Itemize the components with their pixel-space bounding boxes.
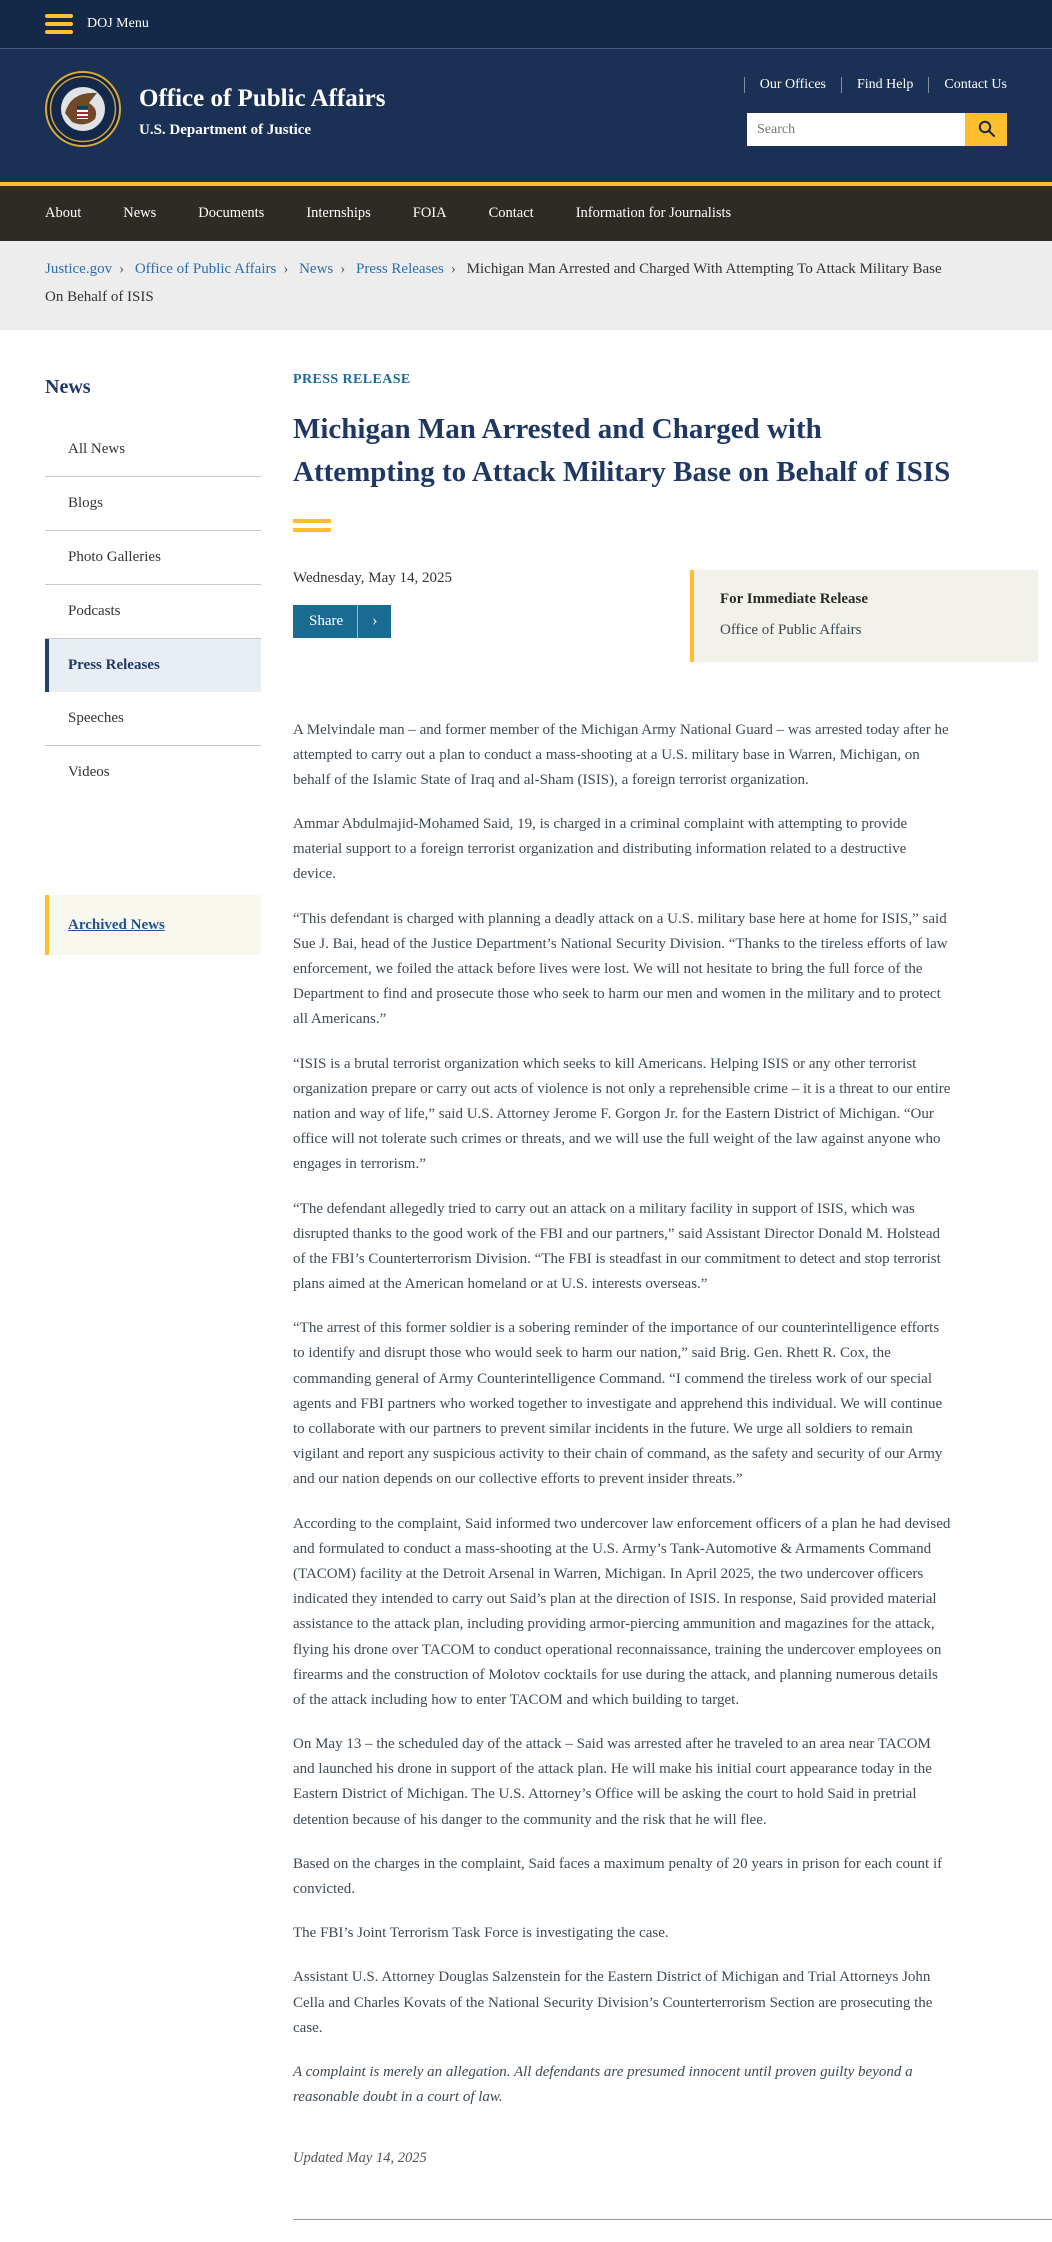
header-quick-link[interactable]: Our Offices (744, 77, 841, 93)
nav-item[interactable]: News (123, 205, 157, 221)
breadcrumb-separator-icon: › (450, 261, 456, 277)
nav-item[interactable]: Internships (306, 205, 371, 221)
nav-item[interactable]: About (45, 205, 82, 221)
share-chevron-icon: › (372, 612, 378, 629)
article-body (293, 718, 951, 2168)
body-paragraph: “The defendant allegedly tried to carry out an attack on a military facility in support of ISIS, which was disrupted thanks to the good work of the FBI and our partners,” said Assistant Director Donald M. Holstead of the FBI’s Counterterrorism Division. “The FBI is steadfast in our commitment to detect and stop terrorist plans aimed at the American homeland or at U.S. interests overseas.” (293, 1200, 941, 1293)
sidebar-item (45, 423, 261, 477)
release-date: Wednesday, May 14, 2025 (293, 569, 453, 586)
body-paragraph: Assistant U.S. Attorney Douglas Salzenstein for the Eastern District of Michigan and Trial Attorneys John Cella and Charles Kovats of the National Security Division’s Counterterrorism Section are prosecuting the case. (293, 1969, 933, 2036)
body-paragraph: “This defendant is charged with planning a deadly attack on a U.S. military base here at home for ISIS,” said Sue J. Bai, head of the Justice Department’s National Security Division. “Thanks to the tireless efforts of law enforcement, we foiled the attack before lives were lost. We will not hesitate to bring the full force of the Department to find and prosecute those who seek to harm our men and women in the military and to protect all Americans.” (293, 910, 948, 1028)
search-button[interactable] (965, 113, 1007, 146)
press-release-article (293, 372, 1038, 2168)
archived-news-box (45, 895, 261, 955)
updated-date: Updated May 14, 2025 (293, 2150, 427, 2167)
department-title: U.S. Department of Justice (139, 122, 312, 138)
breadcrumb-separator-icon: › (283, 261, 289, 277)
share-button[interactable] (293, 605, 391, 638)
press-release-kicker: PRESS RELEASE (293, 371, 411, 387)
body-paragraph: Ammar Abdulmajid-Mohamed Said, 19, is charged in a criminal complaint with attempting to provide material support to a foreign terrorist organization and distributing information related to a destructive device. (293, 816, 908, 883)
sidebar-item-link[interactable]: Press Releases (68, 656, 160, 673)
doj-utility-bar (0, 0, 1052, 49)
sidebar-list (45, 423, 261, 799)
header-quick-link[interactable]: Contact Us (928, 77, 1007, 93)
search-bar (747, 113, 1007, 146)
site-header (0, 49, 1052, 182)
nav-item[interactable]: Contact (488, 205, 534, 221)
body-paragraph: The FBI’s Joint Terrorism Task Force is investigating the case. (293, 1925, 669, 1942)
immediate-release-box (690, 570, 1038, 662)
nav-item[interactable]: Documents (198, 205, 265, 221)
sidebar-item (45, 585, 261, 639)
breadcrumb-separator-icon: › (340, 261, 346, 277)
breadcrumb-link[interactable]: Justice.gov (45, 261, 113, 277)
breadcrumb-separator-icon: › (119, 261, 125, 277)
sidebar-item (45, 692, 261, 746)
article-paragraphs (293, 718, 951, 2041)
page-title: Michigan Man Arrested and Charged with Attempting to Attack Military Base on Behalf of ISIS (293, 412, 951, 488)
primary-nav (0, 186, 1052, 241)
breadcrumb-crumb (135, 261, 296, 277)
archived-news-link[interactable]: Archived News (68, 916, 165, 933)
breadcrumb-crumb (299, 261, 352, 277)
sidebar-item-link[interactable]: Videos (68, 763, 110, 780)
nav-item[interactable]: FOIA (412, 205, 447, 221)
office-title: Office of Public Affairs (139, 85, 386, 112)
breadcrumb-link[interactable]: News (299, 261, 334, 277)
share-button-label: Share (293, 605, 358, 638)
brand-text (139, 84, 385, 139)
doj-menu-label[interactable]: DOJ Menu (87, 16, 149, 31)
brand (45, 71, 385, 152)
nav-item[interactable]: Information for Journalists (575, 205, 732, 221)
body-paragraph: Based on the charges in the complaint, Said faces a maximum penalty of 20 years in prison for each count if convicted. (293, 1855, 943, 1897)
menu-hamburger-icon[interactable] (45, 10, 73, 38)
footer-top-divider (293, 2219, 1052, 2223)
release-office: Office of Public Affairs (720, 621, 862, 638)
breadcrumb-link[interactable]: Office of Public Affairs (134, 261, 277, 277)
legal-disclaimer: A complaint is merely an allegation. All defendants are presumed innocent until proven guilty beyond a reasonable doubt in a court of law. (293, 2063, 913, 2106)
body-paragraph: A Melvindale man – and former member of the Michigan Army National Guard – was arrested today after he attempted to carry out a plan to conduct a mass-shooting at a U.S. military base in Warren, Michigan, on behalf of the Islamic State of Iraq and al-Sham (ISIS), a foreign terrorist organization. (293, 721, 949, 788)
sidebar-item-link[interactable]: Speeches (68, 709, 124, 726)
breadcrumb-links (45, 261, 467, 277)
sidebar-item-link[interactable]: Blogs (68, 494, 104, 511)
gold-double-line (293, 519, 1038, 532)
breadcrumb-link[interactable]: Press Releases (356, 261, 444, 277)
header-quick-link[interactable]: Find Help (841, 77, 928, 93)
release-type: For Immediate Release (720, 590, 869, 607)
breadcrumb (0, 241, 1052, 330)
search-input[interactable] (747, 113, 965, 146)
sidebar-item-link[interactable]: All News (68, 440, 126, 457)
sidebar-item (45, 531, 261, 585)
body-paragraph: “ISIS is a brutal terrorist organization which seeks to kill Americans. Helping ISIS or any other terrorist organization prepare or carry out acts of violence is not only a reprehensible crime – it is a threat to our entire nation and way of life,” said U.S. Attorney Jerome F. Gorgon Jr. for the Eastern District of Michigan. “Our office will not tolerate such crimes or threats, and we will use the full weight of the law against anyone who engages in terrorism.” (293, 1055, 951, 1173)
body-paragraph: According to the complaint, Said informed two undercover law enforcement officers of a plan he had devised and formulated to conduct a mass-shooting at the U.S. Army’s Tank-Automotive & Armaments Command (TACOM) facility at the Detroit Arsenal in Warren, Michigan. In April 2025, the two undercover officers indicated they intended to carry out Said’s plan at the direction of ISIS. In response, Said provided material assistance to the attack plan, including providing armor-piercing ammunition and magazines for the attack, flying his drone over TACOM to conduct operational reconnaissance, training the undercover employees on firearms and the construction of Molotov cocktails for use during the attack, and planning numerous details of the attack including how to enter TACOM and which building to target. (293, 1515, 951, 1708)
article-meta-row (293, 570, 1038, 662)
header-right (744, 71, 1007, 152)
body-paragraph: On May 13 – the scheduled day of the attack – Said was arrested after he traveled to an area near TACOM and launched his drone in support of the attack plan. He will make his initial court appearance today in the Eastern District of Michigan. The U.S. Attorney’s Office will be asking the court to hold Said in pretrial detention because of his danger to the community and the risk that he will flee. (293, 1736, 932, 1828)
sidebar-item-link[interactable]: Podcasts (68, 602, 121, 619)
main-layout (0, 330, 1052, 2168)
doj-seal-icon (45, 71, 121, 152)
sidebar-item-link[interactable]: Photo Galleries (68, 548, 161, 565)
news-sidebar (45, 372, 261, 2168)
breadcrumb-crumb (45, 261, 131, 277)
sidebar-item (45, 639, 261, 692)
breadcrumb-crumb (356, 261, 463, 277)
date-share-block (293, 570, 452, 662)
search-icon (978, 120, 995, 140)
body-paragraph: “The arrest of this former soldier is a sobering reminder of the importance of our counterintelligence efforts to identify and disrupt those who would seek to harm our nation,” said Brig. Gen. Rhett R. Cox, the commanding general of Army Counterintelligence Command. “I commend the tireless work of our special agents and FBI partners who worked together to investigate and apprehend this individual. We will continue to collaborate with our partners to prevent similar incidents in the future. We urge all soldiers to remain vigilant and report any suspicious activity to their chain of command, as the safety and security of our Army and our nation depends on our collective efforts to prevent insider threats.” (293, 1320, 943, 1488)
sidebar-heading: News (45, 375, 91, 398)
header-quick-links (744, 77, 1007, 93)
breadcrumb-current: Michigan Man Arrested and Charged With Attempting To Attack Military Base On Behalf of ISIS (45, 261, 942, 305)
sidebar-item (45, 477, 261, 531)
sidebar-item (45, 746, 261, 799)
